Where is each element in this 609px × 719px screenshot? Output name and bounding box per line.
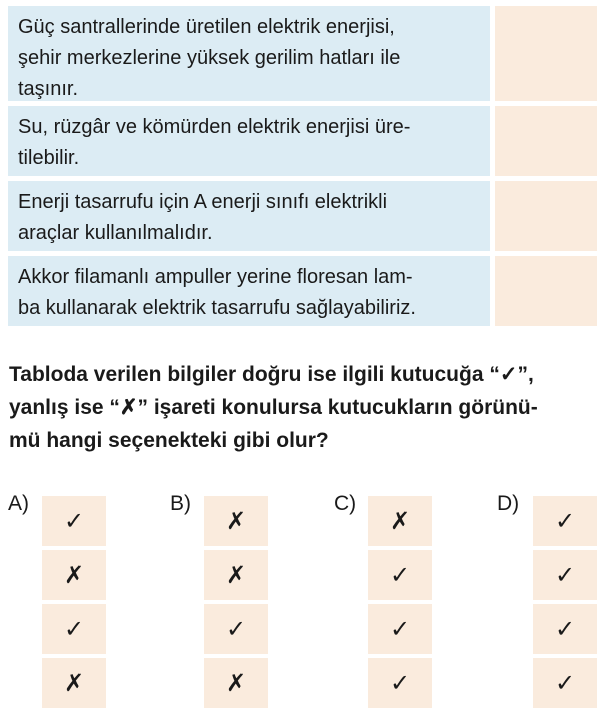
option-label: A) <box>8 492 29 515</box>
statement-line: taşınır. <box>18 78 79 100</box>
mark-box: ✗ <box>42 658 106 708</box>
statement-text <box>8 6 490 101</box>
mark-box: ✗ <box>42 550 106 600</box>
statement-line: şehir merkezlerine yüksek gerilim hatları ile <box>18 47 401 69</box>
statement-line: ba kullanarak elektrik tasarrufu sağlayabiliriz. <box>18 297 416 319</box>
option-label: C) <box>334 492 357 515</box>
statement-text <box>8 106 490 176</box>
mark-box: ✗ <box>204 550 268 600</box>
mark-box: ✓ <box>368 658 432 708</box>
statement-line: Güç santrallerinde üretilen elektrik enerjisi, <box>18 16 395 38</box>
answer-box[interactable] <box>495 181 597 251</box>
answer-box[interactable] <box>495 6 597 101</box>
mark-box: ✓ <box>368 550 432 600</box>
statements-table <box>8 6 597 331</box>
mark-box: ✓ <box>533 658 597 708</box>
mark-box: ✗ <box>204 496 268 546</box>
answer-box[interactable] <box>495 256 597 326</box>
statement-line: tilebilir. <box>18 147 80 169</box>
statement-line: araçlar kullanılmalıdır. <box>18 222 213 244</box>
mark-box: ✗ <box>204 658 268 708</box>
option-c[interactable] <box>334 492 484 716</box>
mark-box: ✗ <box>368 496 432 546</box>
statement-line: Akkor filamanlı ampuller yerine floresan lam- <box>18 266 413 288</box>
question-line: yanlış ise “✗” işareti konulursa kutucukların görünü- <box>9 396 538 419</box>
statement-row <box>8 106 597 176</box>
question-text <box>9 358 604 457</box>
mark-box: ✓ <box>42 604 106 654</box>
statement-row <box>8 256 597 326</box>
statement-text <box>8 181 490 251</box>
statement-row <box>8 6 597 101</box>
mark-box: ✓ <box>204 604 268 654</box>
mark-box: ✓ <box>533 496 597 546</box>
mark-box: ✓ <box>42 496 106 546</box>
question-line: Tabloda verilen bilgiler doğru ise ilgili kutucuğa “✓”, <box>9 363 534 386</box>
mark-box: ✓ <box>368 604 432 654</box>
option-d[interactable] <box>497 492 609 716</box>
statement-text <box>8 256 490 326</box>
statement-line: Su, rüzgâr ve kömürden elektrik enerjisi üre- <box>18 116 411 138</box>
option-b[interactable] <box>170 492 320 716</box>
question-line: mü hangi seçenekteki gibi olur? <box>9 429 329 452</box>
statement-line: Enerji tasarrufu için A enerji sınıfı elektrikli <box>18 191 388 213</box>
answer-box[interactable] <box>495 106 597 176</box>
mark-box: ✓ <box>533 604 597 654</box>
mark-box: ✓ <box>533 550 597 600</box>
option-label: D) <box>497 492 520 515</box>
option-label: B) <box>170 492 191 515</box>
option-a[interactable] <box>8 492 158 716</box>
statement-row <box>8 181 597 251</box>
